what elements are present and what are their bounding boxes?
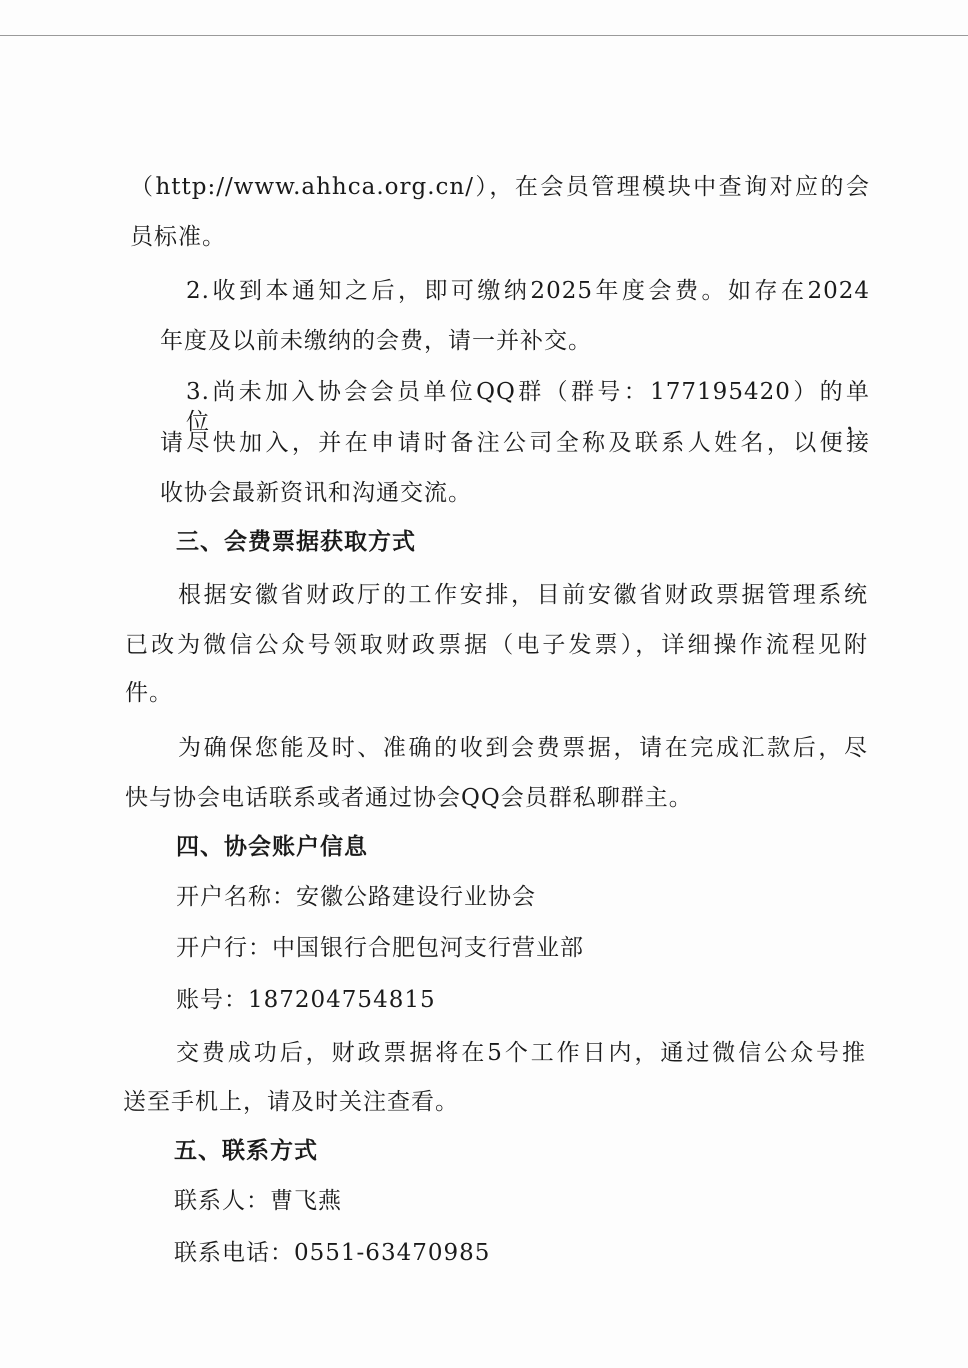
account-number: 账号：187204754815	[176, 987, 436, 1013]
section-3-para2-line-2: 快与协会电话联系或者通过协会QQ会员群私聊群主。	[125, 785, 693, 811]
item-2-line-1: 2.收到本通知之后，即可缴纳2025年度会费。如存在2024	[186, 278, 870, 304]
item-3-line-3: 收协会最新资讯和沟通交流。	[160, 480, 472, 506]
section-3-heading: 三、会费票据获取方式	[176, 529, 416, 555]
bank-name: 开户行：中国银行合肥包河支行营业部	[176, 935, 584, 961]
payment-note-line-2: 送至手机上，请及时关注查看。	[123, 1089, 459, 1115]
section-3-para2-line-1: 为确保您能及时、准确的收到会费票据，请在完成汇款后，尽	[178, 735, 868, 761]
section-3-para1-line-1: 根据安徽省财政厅的工作安排，目前安徽省财政票据管理系统	[178, 582, 868, 608]
section-3-para1-line-2: 已改为微信公众号领取财政票据（电子发票），详细操作流程见附	[125, 632, 868, 658]
contact-person: 联系人：曹飞燕	[174, 1188, 342, 1214]
membership-query-line-1: （http://www.ahhca.org.cn/），在会员管理模块中查询对应的会	[130, 174, 870, 200]
item-2-line-2: 年度及以前未缴纳的会费，请一并补交。	[160, 328, 592, 354]
contact-phone: 联系电话：0551-63470985	[174, 1240, 491, 1266]
item-3-line-1: 3.尚未加入协会会员单位QQ群（群号：177195420）的单位，	[186, 379, 870, 435]
scan-edge-line	[0, 35, 968, 36]
account-name: 开户名称：安徽公路建设行业协会	[176, 884, 536, 910]
item-3-line-2: 请尽快加入，并在申请时备注公司全称及联系人姓名，以便接	[160, 430, 870, 456]
section-5-heading: 五、联系方式	[174, 1138, 318, 1164]
payment-note-line-1: 交费成功后，财政票据将在5个工作日内，通过微信公众号推	[176, 1040, 866, 1066]
section-3-para1-line-3: 件。	[125, 680, 173, 706]
membership-query-line-2: 员标准。	[130, 224, 226, 250]
section-4-heading: 四、协会账户信息	[176, 834, 368, 860]
